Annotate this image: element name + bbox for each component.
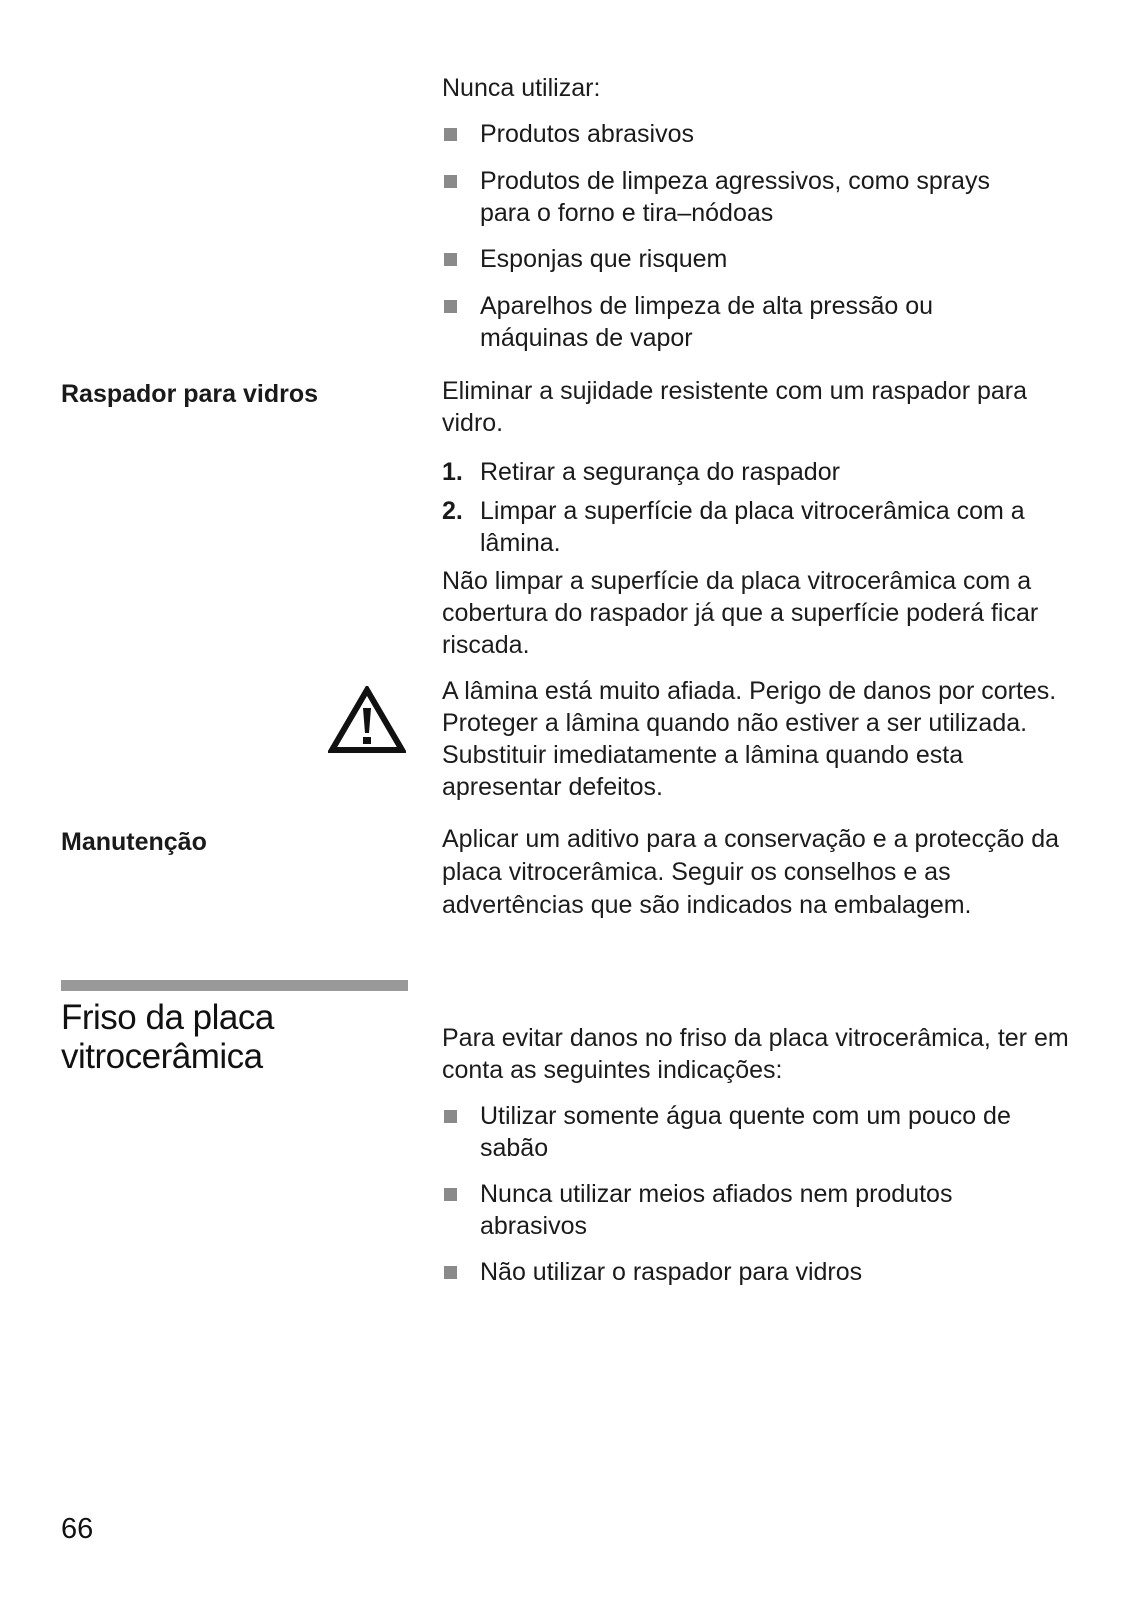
list-item: Nunca utilizar meios afiados nem produtos abrasivos <box>442 1178 1082 1242</box>
step-item: 1. Retirar a segurança do raspador <box>442 458 840 486</box>
bullet-square-icon <box>444 1188 457 1201</box>
step-item: 2. Limpar a superfície da placa vitrocerâmica com a lâmina. <box>442 497 1025 557</box>
bullet-square-icon <box>444 253 457 266</box>
section-label-scraper: Raspador para vidros <box>61 380 319 408</box>
list-item: Esponjas que risquem <box>442 243 1082 275</box>
bullet-square-icon <box>444 300 457 313</box>
never-use-intro: Nunca utilizar: <box>442 74 601 102</box>
section-divider <box>61 980 408 991</box>
list-item: Aparelhos de limpeza de alta pressão ou máquinas de vapor <box>442 290 1082 354</box>
section-label-maintenance: Manutenção <box>61 828 207 856</box>
list-item: Não utilizar o raspador para vidros <box>442 1256 1082 1288</box>
scraper-note: Não limpar a superfície da placa vitrocerâmica com a cobertura do raspador já que a superfície poderá ficar riscada. <box>442 567 1039 659</box>
bullet-square-icon <box>444 128 457 141</box>
list-item: Utilizar somente água quente com um pouco de sabão <box>442 1100 1082 1164</box>
page-number: 66 <box>61 1513 94 1545</box>
scraper-warning: A lâmina está muito afiada. Perigo de danos por cortes. Proteger a lâmina quando não estiver a ser utilizada. Substituir imediatamente a lâmina quando esta apresentar defeitos. <box>442 677 1057 801</box>
list-item: Produtos abrasivos <box>442 118 1082 150</box>
bullet-square-icon <box>444 1110 457 1123</box>
warning-triangle-icon <box>328 686 406 754</box>
maintenance-text: Aplicar um aditivo para a conservação e a protecção da placa vitrocerâmica. Seguir os conselhos e as advertências que são indicados na embalagem. <box>442 825 1060 919</box>
frieze-intro: Para evitar danos no friso da placa vitrocerâmica, ter em conta as seguintes indicações: <box>442 1024 1069 1084</box>
bullet-square-icon <box>444 175 457 188</box>
scraper-intro: Eliminar a sujidade resistente com um raspador para vidro. <box>442 377 1027 437</box>
section-heading: Friso da placa vitrocerâmica <box>61 998 274 1076</box>
bullet-square-icon <box>444 1266 457 1279</box>
list-item: Produtos de limpeza agressivos, como sprays para o forno e tira–nódoas <box>442 165 1082 229</box>
